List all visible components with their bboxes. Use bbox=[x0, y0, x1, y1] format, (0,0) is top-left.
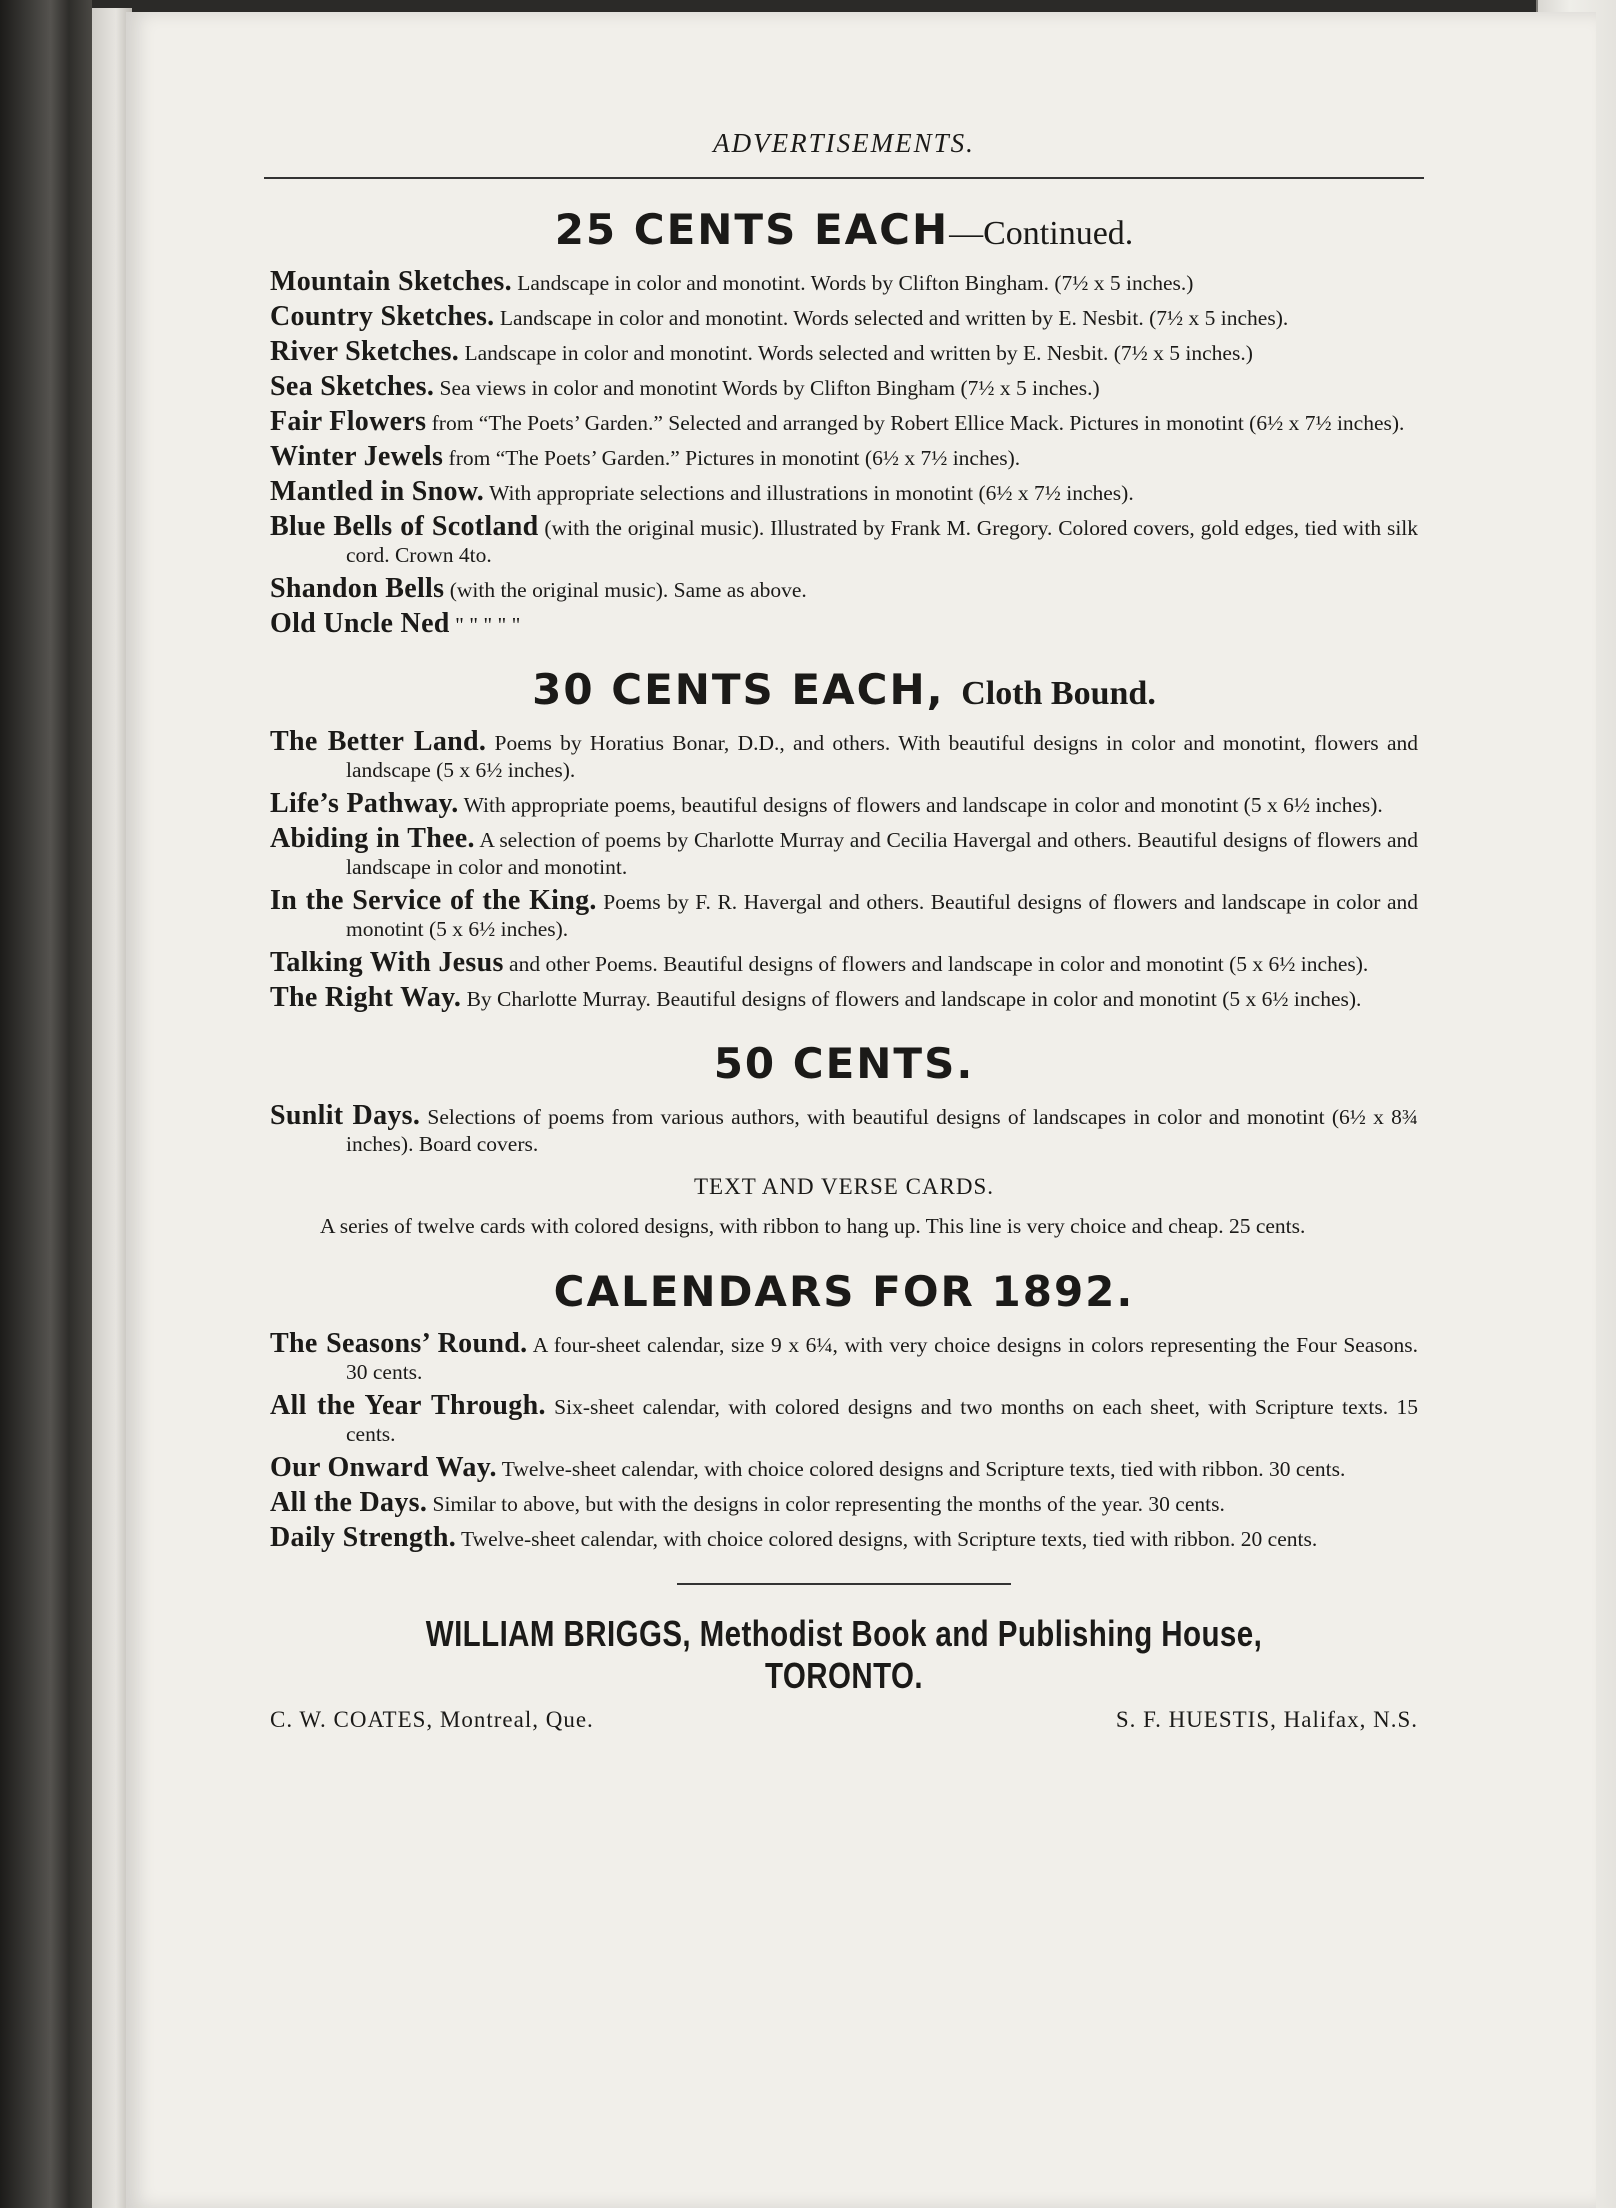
entry-title: Country Sketches. bbox=[270, 301, 495, 332]
catalog-entry bbox=[270, 1330, 1418, 1386]
entry-title: Abiding in Thee. bbox=[270, 823, 475, 854]
entry-title: All the Days. bbox=[270, 1487, 428, 1518]
catalog-entry bbox=[270, 949, 1418, 978]
entry-description: A four-sheet calendar, size 9 x 6¼, with very choice designs in colors representing the Four Seasons. 30 cents. bbox=[346, 1333, 1418, 1384]
entry-description: Twelve-sheet calendar, with choice colored designs, with Scripture texts, tied with ribbon. 20 cents. bbox=[461, 1527, 1318, 1551]
entry-title: River Sketches. bbox=[270, 336, 460, 367]
entry-title: Our Onward Way. bbox=[270, 1452, 497, 1483]
entry-description: Six-sheet calendar, with colored designs and two months on each sheet, with Scripture texts. 15 cents. bbox=[346, 1395, 1419, 1446]
catalog-entry bbox=[270, 887, 1418, 943]
entry-title: All the Year Through. bbox=[270, 1390, 546, 1421]
entry-description: and other Poems. Beautiful designs of flowers and landscape in color and monotint (5 x 6½ inches). bbox=[509, 952, 1369, 976]
entry-description: Landscape in color and monotint. Words by Clifton Bingham. (7½ x 5 inches.) bbox=[517, 271, 1194, 295]
catalog-entry bbox=[270, 373, 1418, 402]
agents-line bbox=[270, 1707, 1418, 1733]
advertisement-content bbox=[270, 128, 1418, 1733]
catalog-entry bbox=[270, 478, 1418, 507]
entry-description: Sea views in color and monotint Words by Clifton Bingham (7½ x 5 inches.) bbox=[439, 376, 1100, 400]
entry-description: Selections of poems from various authors, with beautiful designs of landscapes in color and monotint (6½ x 8¾ inches). Board covers. bbox=[346, 1105, 1418, 1156]
entry-title: Old Uncle Ned bbox=[270, 608, 450, 639]
catalog-entry bbox=[270, 825, 1418, 881]
catalog-entry bbox=[270, 984, 1418, 1013]
entry-description: Landscape in color and monotint. Words selected and written by E. Nesbit. (7½ x 5 inches.) bbox=[464, 341, 1253, 365]
entry-title: Blue Bells of Scotland bbox=[270, 511, 539, 542]
catalog-entry bbox=[270, 513, 1418, 569]
footer-rule bbox=[677, 1583, 1011, 1585]
entry-title: Mantled in Snow. bbox=[270, 476, 485, 507]
catalog-entry bbox=[270, 575, 1418, 604]
entry-description: (with the original music). Illustrated by Frank M. Gregory. Colored covers, gold edges, tied with silk cord. Crown 4to. bbox=[346, 516, 1419, 567]
entry-list-calendars bbox=[270, 1330, 1418, 1553]
entry-description: (with the original music). Same as above. bbox=[449, 578, 807, 602]
catalog-entry bbox=[270, 1102, 1418, 1158]
section-subtitle: —Continued. bbox=[949, 215, 1134, 252]
cards-heading: TEXT AND VERSE CARDS. bbox=[693, 1174, 995, 1199]
catalog-entry bbox=[270, 1524, 1418, 1553]
entry-description: from “The Poets’ Garden.” Selected and arranged by Robert Ellice Mack. Pictures in monotint (6½ x 7½ inches). bbox=[431, 411, 1405, 435]
entry-description: A selection of poems by Charlotte Murray and Cecilia Havergal and others. Beautiful designs of flowers and landscape in color and monotint. bbox=[346, 828, 1418, 879]
catalog-entry bbox=[270, 408, 1418, 437]
entry-description: By Charlotte Murray. Beautiful designs of flowers and landscape in color and monotint (5 x 6½ inches). bbox=[466, 987, 1362, 1011]
catalog-entry bbox=[270, 338, 1418, 367]
entry-title: Sunlit Days. bbox=[270, 1100, 421, 1131]
section-title-text: 30 CENTS EACH, bbox=[532, 665, 945, 714]
catalog-entry bbox=[270, 790, 1418, 819]
entry-description: Landscape in color and monotint. Words selected and written by E. Nesbit. (7½ x 5 inches). bbox=[499, 306, 1289, 330]
catalog-entry bbox=[270, 303, 1418, 332]
entry-description: Poems by Horatius Bonar, D.D., and others. With beautiful designs in color and monotint, flowers and landscape (5 x 6½ inches). bbox=[346, 731, 1419, 782]
cards-description: A series of twelve cards with colored designs, with ribbon to hang up. This line is very choice and cheap. 25 cents. bbox=[320, 1214, 1306, 1238]
entry-title: The Better Land. bbox=[270, 726, 487, 757]
entry-title: Mountain Sketches. bbox=[270, 266, 512, 297]
agent-montreal: C. W. COATES, Montreal, Que. bbox=[270, 1707, 594, 1732]
section-title-calendars: CALENDARS FOR 1892. bbox=[553, 1267, 1135, 1316]
entry-description: Twelve-sheet calendar, with choice colored designs and Scripture texts, tied with ribbon. 30 cents. bbox=[501, 1457, 1346, 1481]
entry-description: With appropriate poems, beautiful designs of flowers and landscape in color and monotint (5 x 6½ inches). bbox=[463, 793, 1383, 817]
section-title-50-cents: 50 CENTS. bbox=[713, 1039, 975, 1088]
catalog-entry bbox=[270, 443, 1418, 472]
catalog-entry bbox=[270, 268, 1418, 297]
entry-title: Sea Sketches. bbox=[270, 371, 435, 402]
entry-description: Similar to above, but with the designs in color representing the months of the year. 30 cents. bbox=[432, 1492, 1225, 1516]
entry-title: Talking With Jesus bbox=[270, 947, 504, 978]
section-title-25-cents bbox=[270, 205, 1418, 254]
publisher-imprint: WILLIAM BRIGGS, Methodist Book and Publishing House, TORONTO. bbox=[425, 1613, 1263, 1696]
book-spine bbox=[0, 0, 92, 2208]
catalog-entry bbox=[270, 728, 1418, 784]
entry-description: With appropriate selections and illustrations in monotint (6½ x 7½ inches). bbox=[489, 481, 1134, 505]
entry-title: Life’s Pathway. bbox=[270, 788, 459, 819]
entry-description: from “The Poets’ Garden.” Pictures in monotint (6½ x 7½ inches). bbox=[448, 446, 1021, 470]
entry-title: Daily Strength. bbox=[270, 1522, 456, 1553]
entry-title: Shandon Bells bbox=[270, 573, 445, 604]
entry-list-50-cents bbox=[270, 1102, 1418, 1158]
section-title-text: 25 CENTS EACH bbox=[554, 205, 950, 254]
running-head: ADVERTISEMENTS. bbox=[713, 128, 975, 158]
entry-description: Poems by F. R. Havergal and others. Beautiful designs of flowers and landscape in color and monotint (5 x 6½ inches). bbox=[346, 890, 1419, 941]
catalog-entry bbox=[270, 1392, 1418, 1448]
entry-description: " " " " " bbox=[455, 613, 521, 637]
catalog-entry bbox=[270, 1489, 1418, 1518]
entry-list-25-cents bbox=[270, 268, 1418, 639]
entry-title: The Seasons’ Round. bbox=[270, 1328, 528, 1359]
agent-halifax: S. F. HUESTIS, Halifax, N.S. bbox=[1115, 1707, 1418, 1732]
entry-list-30-cents bbox=[270, 728, 1418, 1013]
catalog-entry bbox=[270, 610, 1418, 639]
section-title-30-cents bbox=[270, 665, 1418, 714]
header-rule bbox=[264, 177, 1424, 179]
entry-title: Fair Flowers bbox=[270, 406, 427, 437]
entry-title: In the Service of the King. bbox=[270, 885, 597, 916]
entry-title: The Right Way. bbox=[270, 982, 462, 1013]
section-subtitle: Cloth Bound. bbox=[961, 675, 1156, 712]
entry-title: Winter Jewels bbox=[270, 441, 444, 472]
catalog-entry bbox=[270, 1454, 1418, 1483]
